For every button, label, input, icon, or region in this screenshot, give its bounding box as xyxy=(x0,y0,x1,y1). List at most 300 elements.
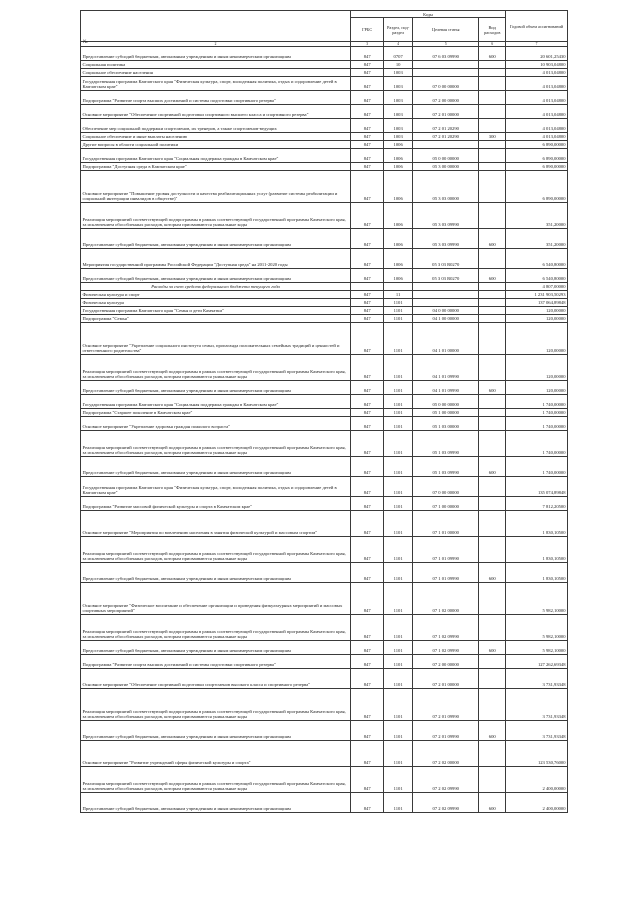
row-expense-type-cell xyxy=(479,395,506,409)
row-target-article-cell: 07 1 02 00000 xyxy=(413,583,479,615)
row-rz-cell: 1006 xyxy=(384,149,413,163)
row-target-article-cell xyxy=(413,299,479,307)
row-amount-cell: 4 013,04800 xyxy=(506,69,568,77)
row-grbs-cell: 847 xyxy=(351,299,384,307)
row-grbs-cell: 847 xyxy=(351,171,384,203)
table-row xyxy=(81,141,568,149)
table-row xyxy=(81,689,568,721)
table-row xyxy=(81,669,568,689)
row-amount-cell: 123 530,76000 xyxy=(506,741,568,767)
row-name-cell: Предоставление субсидий бюджетным, автономным учреждениям и иным некоммерческим организациям xyxy=(81,269,351,283)
row-amount-cell: 4 013,04800 xyxy=(506,119,568,133)
row-expense-type-cell xyxy=(479,163,506,171)
row-target-article-cell: 07 2 01 00000 xyxy=(413,105,479,119)
row-name-cell: Предоставление субсидий бюджетным, автономным учреждениям и иным некоммерческим организациям xyxy=(81,381,351,395)
row-target-article-cell xyxy=(413,141,479,149)
row-rz-cell: 1101 xyxy=(384,307,413,315)
row-grbs-cell: 847 xyxy=(351,477,384,497)
row-amount-cell: 6 890,00000 xyxy=(506,163,568,171)
table-row xyxy=(81,741,568,767)
row-rz-cell: 1101 xyxy=(384,537,413,563)
row-expense-type-cell xyxy=(479,355,506,381)
row-expense-type-cell xyxy=(479,409,506,417)
row-expense-type-cell: 600 xyxy=(479,563,506,583)
row-rz-cell: 1101 xyxy=(384,615,413,641)
table-row xyxy=(81,497,568,511)
row-expense-type-cell xyxy=(479,283,506,291)
table-row xyxy=(81,91,568,105)
row-name-cell: Государственная программа Камчатского края "Семья и дети Камчатки" xyxy=(81,307,351,315)
budget-table xyxy=(80,10,568,813)
row-name-cell: Государственная программа Камчатского края "Социальная поддержка граждан в Камчатском крае" xyxy=(81,395,351,409)
row-target-article-cell: 07 2 00 00000 xyxy=(413,655,479,669)
row-amount-cell: 1 830,10500 xyxy=(506,511,568,537)
row-amount-cell: 1 740,00000 xyxy=(506,409,568,417)
row-target-article-cell: 05 1 00 00000 xyxy=(413,409,479,417)
row-grbs-cell: 847 xyxy=(351,249,384,269)
table-row xyxy=(81,203,568,229)
row-target-article-cell xyxy=(413,283,479,291)
table-row xyxy=(81,163,568,171)
row-rz-cell: 1101 xyxy=(384,689,413,721)
row-expense-type-cell: 600 xyxy=(479,381,506,395)
row-name-cell: Расходы за счет средств федерального бюджета текущего года xyxy=(81,283,351,291)
row-grbs-cell: 847 xyxy=(351,91,384,105)
row-name-cell: Реализация мероприятий соответствующей подпрограммы в рамках соответствующей государственной программы Камчатского края, за исключением обособленных расходов, которым присваиваются уникальные коды xyxy=(81,767,351,793)
row-name-cell: Предоставление субсидий бюджетным, автономным учреждениям и иным некоммерческим организациям xyxy=(81,721,351,741)
column-number: 6 xyxy=(479,42,506,47)
table-row xyxy=(81,133,568,141)
row-target-article-cell: 07 0 00 00000 xyxy=(413,477,479,497)
row-expense-type-cell xyxy=(479,61,506,69)
row-target-article-cell: 04 0 00 00000 xyxy=(413,307,479,315)
table-row xyxy=(81,119,568,133)
row-target-article-cell: 04 1 01 09990 xyxy=(413,355,479,381)
row-target-article-cell: 07 2 02 09990 xyxy=(413,793,479,813)
row-amount-cell: 4 013,04800 xyxy=(506,133,568,141)
row-expense-type-cell: 300 xyxy=(479,133,506,141)
row-target-article-cell: 05 3 03 09990 xyxy=(413,229,479,249)
row-expense-type-cell xyxy=(479,119,506,133)
row-rz-cell: 1006 xyxy=(384,269,413,283)
row-grbs-cell: 847 xyxy=(351,315,384,323)
row-rz-cell: 1006 xyxy=(384,203,413,229)
row-expense-type-cell xyxy=(479,249,506,269)
row-grbs-cell: 847 xyxy=(351,721,384,741)
row-expense-type-cell xyxy=(479,497,506,511)
table-row xyxy=(81,409,568,417)
row-grbs-cell: 847 xyxy=(351,133,384,141)
row-rz-cell xyxy=(384,283,413,291)
row-grbs-cell: 847 xyxy=(351,229,384,249)
column-number: 7 xyxy=(506,42,568,47)
row-rz-cell: 1101 xyxy=(384,315,413,323)
row-grbs-cell: 847 xyxy=(351,323,384,355)
row-expense-type-cell xyxy=(479,655,506,669)
row-grbs-cell: 847 xyxy=(351,203,384,229)
row-grbs-cell: 847 xyxy=(351,269,384,283)
row-expense-type-cell: 600 xyxy=(479,793,506,813)
row-amount-cell: 137 064,89848 xyxy=(506,299,568,307)
table-row xyxy=(81,249,568,269)
row-expense-type-cell xyxy=(479,203,506,229)
row-name-cell: Предоставление субсидий бюджетным, автономным учреждениям и иным некоммерческим организациям xyxy=(81,47,351,61)
row-name-cell: Предоставление субсидий бюджетным, автономным учреждениям и иным некоммерческим организациям xyxy=(81,457,351,477)
row-name-cell: Мероприятия государственной программы Российской Федерации "Доступная среда" на 2011-2020 годы xyxy=(81,249,351,269)
row-grbs-cell: 847 xyxy=(351,291,384,299)
row-expense-type-cell xyxy=(479,615,506,641)
table-row xyxy=(81,615,568,641)
row-grbs-cell: 847 xyxy=(351,767,384,793)
row-amount-cell: 3 731,93348 xyxy=(506,689,568,721)
row-target-article-cell xyxy=(413,69,479,77)
row-target-article-cell: 05 3 00 00000 xyxy=(413,163,479,171)
budget-sheet xyxy=(80,10,568,813)
row-rz-cell: 1101 xyxy=(384,655,413,669)
row-amount-cell: 6 540,80000 xyxy=(506,269,568,283)
row-expense-type-cell xyxy=(479,307,506,315)
row-name-cell: Основное мероприятие "Повышение уровня доступности и качества реабилитационных услуг (развитие системы реабилитации и социальной интеграции инвалидов в обществе)" xyxy=(81,171,351,203)
row-rz-cell: 1003 xyxy=(384,91,413,105)
row-rz-cell: 1101 xyxy=(384,381,413,395)
row-amount-cell: 4 807,00000 xyxy=(506,283,568,291)
row-expense-type-cell: 600 xyxy=(479,721,506,741)
row-target-article-cell: 05 3 03 09990 xyxy=(413,203,479,229)
row-name-cell: Основное мероприятие "Физическое воспитание и обеспечение организации и проведения физкультурных мероприятий и массовых спортивных мероприятий" xyxy=(81,583,351,615)
row-name-cell: Основное мероприятие "Обеспечение спортивной подготовки спортивного высшего класса и спортивного резерва" xyxy=(81,105,351,119)
row-amount-cell: 2 400,00000 xyxy=(506,767,568,793)
row-expense-type-cell xyxy=(479,431,506,457)
header-name xyxy=(81,11,351,42)
row-expense-type-cell: 600 xyxy=(479,229,506,249)
row-target-article-cell: 07 2 01 09990 xyxy=(413,689,479,721)
column-number: 3 xyxy=(351,42,384,47)
row-amount-cell: 120,00000 xyxy=(506,323,568,355)
row-grbs-cell: 847 xyxy=(351,119,384,133)
row-rz-cell: 1101 xyxy=(384,511,413,537)
row-amount-cell: 6 890,00000 xyxy=(506,141,568,149)
row-rz-cell: 1101 xyxy=(384,323,413,355)
row-grbs-cell: 847 xyxy=(351,141,384,149)
row-grbs-cell: 847 xyxy=(351,47,384,61)
table-row xyxy=(81,655,568,669)
row-target-article-cell: 05 3 03 R0270 xyxy=(413,269,479,283)
row-target-article-cell: 04 1 01 09990 xyxy=(413,381,479,395)
row-grbs-cell: 847 xyxy=(351,741,384,767)
row-grbs-cell: 847 xyxy=(351,457,384,477)
table-row xyxy=(81,61,568,69)
row-expense-type-cell: 600 xyxy=(479,641,506,655)
row-amount-cell: 3 731,93348 xyxy=(506,721,568,741)
row-amount-cell: 351,20000 xyxy=(506,203,568,229)
row-name-cell: Государственная программа Камчатского края "Физическая культура, спорт, молодежная политика, отдых и оздоровление детей в Камчатском крае" xyxy=(81,77,351,91)
row-expense-type-cell xyxy=(479,105,506,119)
table-row xyxy=(81,511,568,537)
row-name-cell: Реализация мероприятий соответствующей подпрограммы в рамках соответствующей государственной программы Камчатского края, за исключением обособленных расходов, которым присваиваются уникальные коды xyxy=(81,689,351,721)
table-row xyxy=(81,563,568,583)
row-amount-cell: 351,20000 xyxy=(506,229,568,249)
row-grbs-cell: 847 xyxy=(351,163,384,171)
table-row xyxy=(81,583,568,615)
row-amount-cell: 120,00000 xyxy=(506,355,568,381)
row-target-article-cell: 07 1 02 09990 xyxy=(413,615,479,641)
row-rz-cell: 1006 xyxy=(384,141,413,149)
row-grbs-cell: 847 xyxy=(351,409,384,417)
row-expense-type-cell xyxy=(479,767,506,793)
header-sum: Годовой объем ассигнований xyxy=(506,11,568,42)
table-row xyxy=(81,229,568,249)
column-number: 2 xyxy=(81,42,351,47)
row-grbs-cell: 847 xyxy=(351,615,384,641)
row-amount-cell: 6 540,80000 xyxy=(506,249,568,269)
row-amount-cell: 120,00000 xyxy=(506,315,568,323)
row-name-cell: Обеспечение мер социальной поддержки спортсменов, их тренеров, а также спортсменов-ведущих xyxy=(81,119,351,133)
row-expense-type-cell xyxy=(479,291,506,299)
table-row xyxy=(81,537,568,563)
row-target-article-cell: 07 2 01 20290 xyxy=(413,133,479,141)
row-amount-cell: 1 740,00000 xyxy=(506,431,568,457)
row-name-cell: Реализация мероприятий соответствующей подпрограммы в рамках соответствующей государственной программы Камчатского края, за исключением обособленных расходов, которым присваиваются уникальные коды xyxy=(81,431,351,457)
row-amount-cell: 6 890,00000 xyxy=(506,149,568,163)
table-row xyxy=(81,105,568,119)
row-grbs-cell: 847 xyxy=(351,69,384,77)
row-target-article-cell: 05 3 03 R0270 xyxy=(413,249,479,269)
row-grbs-cell: 847 xyxy=(351,583,384,615)
row-amount-cell: 7 812,20500 xyxy=(506,497,568,511)
row-grbs-cell: 847 xyxy=(351,793,384,813)
row-grbs-cell: 847 xyxy=(351,61,384,69)
table-row xyxy=(81,355,568,381)
row-target-article-cell: 07 1 02 09990 xyxy=(413,641,479,655)
row-expense-type-cell xyxy=(479,69,506,77)
row-rz-cell: 1101 xyxy=(384,417,413,431)
table-row xyxy=(81,77,568,91)
header-codes-group: Коды xyxy=(351,11,506,18)
row-grbs-cell: 847 xyxy=(351,641,384,655)
row-expense-type-cell xyxy=(479,299,506,307)
table-row xyxy=(81,395,568,409)
row-grbs-cell: 847 xyxy=(351,77,384,91)
row-expense-type-cell xyxy=(479,537,506,563)
table-row xyxy=(81,767,568,793)
row-amount-cell: 5 982,10000 xyxy=(506,583,568,615)
row-target-article-cell: 07 2 01 09990 xyxy=(413,721,479,741)
row-amount-cell: 20 601,25430 xyxy=(506,47,568,61)
row-name-cell: Социальное обеспечение и иные выплаты населению xyxy=(81,133,351,141)
row-expense-type-cell: 600 xyxy=(479,457,506,477)
row-name-cell: Подпрограмма "Развитие массовой физической культуры и спорта в Камчатском крае" xyxy=(81,497,351,511)
row-name-cell: Предоставление субсидий бюджетным, автономным учреждениям и иным некоммерческим организациям xyxy=(81,229,351,249)
row-amount-cell: 5 982,10000 xyxy=(506,615,568,641)
row-grbs-cell: 847 xyxy=(351,689,384,721)
row-rz-cell: 1101 xyxy=(384,793,413,813)
table-row xyxy=(81,457,568,477)
row-name-cell: Основное мероприятие "Развитие учреждений сферы физической культуры и спорта" xyxy=(81,741,351,767)
row-target-article-cell: 07 1 01 09990 xyxy=(413,563,479,583)
row-grbs-cell: 847 xyxy=(351,563,384,583)
row-grbs-cell: 847 xyxy=(351,669,384,689)
table-row xyxy=(81,299,568,307)
row-grbs-cell: 847 xyxy=(351,395,384,409)
row-amount-cell: 1 740,00000 xyxy=(506,395,568,409)
row-amount-cell: 3 731,93348 xyxy=(506,669,568,689)
table-row xyxy=(81,69,568,77)
table-row xyxy=(81,47,568,61)
row-name-cell: Основное мероприятие "Укрепление здоровья граждан пожилого возраста" xyxy=(81,417,351,431)
row-rz-cell: 1101 xyxy=(384,641,413,655)
row-amount-cell: 10 903,04800 xyxy=(506,61,568,69)
row-rz-cell: 1003 xyxy=(384,133,413,141)
row-expense-type-cell xyxy=(479,583,506,615)
row-amount-cell: 6 890,00000 xyxy=(506,171,568,203)
row-name-cell: Предоставление субсидий бюджетным, автономным учреждениям и иным некоммерческим организациям xyxy=(81,641,351,655)
row-target-article-cell: 05 0 00 00000 xyxy=(413,395,479,409)
row-target-article-cell: 05 1 03 00000 xyxy=(413,417,479,431)
table-row xyxy=(81,721,568,741)
column-number: 4 xyxy=(384,42,413,47)
row-target-article-cell: 07 1 00 00000 xyxy=(413,497,479,511)
row-name-cell: Основное мероприятие "Мероприятия по вовлечению населения в занятия физической культурой и массовым спортом" xyxy=(81,511,351,537)
row-grbs-cell: 847 xyxy=(351,511,384,537)
row-name-cell: Основное мероприятие "Укрепление социального института семьи, пропаганда положительных семейных традиций и ценностей и ответственного родительства" xyxy=(81,323,351,355)
table-row xyxy=(81,793,568,813)
row-target-article-cell xyxy=(413,291,479,299)
row-name-cell: Подпрограмма "Старшее поколение в Камчатском крае" xyxy=(81,409,351,417)
row-grbs-cell: 847 xyxy=(351,149,384,163)
row-rz-cell: 1101 xyxy=(384,767,413,793)
row-grbs-cell: 847 xyxy=(351,537,384,563)
row-rz-cell: 1101 xyxy=(384,299,413,307)
row-amount-cell: 1 231 903,50293 xyxy=(506,291,568,299)
header-rz: Раздел, под-раздел xyxy=(384,18,413,42)
row-amount-cell: 120,00000 xyxy=(506,381,568,395)
row-rz-cell: 1006 xyxy=(384,249,413,269)
row-rz-cell: 1101 xyxy=(384,563,413,583)
row-amount-cell: 4 013,04800 xyxy=(506,105,568,119)
row-amount-cell: 1 740,00000 xyxy=(506,417,568,431)
row-target-article-cell: 07 0 00 00000 xyxy=(413,77,479,91)
table-row xyxy=(81,431,568,457)
row-name-cell: Реализация мероприятий соответствующей подпрограммы в рамках соответствующей государственной программы Камчатского края, за исключением обособленных расходов, которым присваиваются уникальные коды xyxy=(81,203,351,229)
row-name-cell: Основное мероприятие "Обеспечение спортивной подготовки спортсменов высокого класса и спортивного резерва" xyxy=(81,669,351,689)
row-rz-cell: 1101 xyxy=(384,431,413,457)
row-rz-cell: 1101 xyxy=(384,741,413,767)
row-target-article-cell: 07 2 01 20290 xyxy=(413,119,479,133)
row-target-article-cell: 05 1 03 09990 xyxy=(413,431,479,457)
row-grbs-cell: 847 xyxy=(351,105,384,119)
row-expense-type-cell xyxy=(479,669,506,689)
row-name-cell: Реализация мероприятий соответствующей подпрограммы в рамках соответствующей государственной программы Камчатского края, за исключением обособленных расходов, которым присваиваются уникальные коды xyxy=(81,537,351,563)
row-expense-type-cell xyxy=(479,477,506,497)
row-name-cell: Социальное обеспечение населения xyxy=(81,69,351,77)
row-name-cell: Подпрограмма "Развитие спорта высших достижений и системы подготовки спортивного резерва" xyxy=(81,655,351,669)
row-rz-cell: 1101 xyxy=(384,477,413,497)
row-name-cell: Подпрограмма "Доступная среда в Камчатском крае" xyxy=(81,163,351,171)
table-row xyxy=(81,291,568,299)
table-row xyxy=(81,171,568,203)
row-expense-type-cell: 600 xyxy=(479,269,506,283)
row-rz-cell: 1101 xyxy=(384,355,413,381)
row-rz-cell: 10 xyxy=(384,61,413,69)
row-target-article-cell: 05 0 00 00000 xyxy=(413,149,479,163)
row-expense-type-cell xyxy=(479,741,506,767)
row-rz-cell: 1003 xyxy=(384,69,413,77)
row-name-cell: Предоставление субсидий бюджетным, автономным учреждениям и иным некоммерческим организациям xyxy=(81,563,351,583)
row-target-article-cell: 04 1 00 00000 xyxy=(413,315,479,323)
table-row xyxy=(81,323,568,355)
row-grbs-cell: 847 xyxy=(351,307,384,315)
table-row xyxy=(81,417,568,431)
table-row xyxy=(81,307,568,315)
row-target-article-cell: 07 6 03 09990 xyxy=(413,47,479,61)
row-name-cell: Подпрограмма "Развитие спорта высших достижений и системы подготовки спортивного резерва" xyxy=(81,91,351,105)
row-grbs-cell: 847 xyxy=(351,497,384,511)
row-expense-type-cell xyxy=(479,315,506,323)
row-target-article-cell: 07 2 02 09990 xyxy=(413,767,479,793)
row-rz-cell: 11 xyxy=(384,291,413,299)
row-rz-cell: 1101 xyxy=(384,497,413,511)
row-target-article-cell: 07 1 01 09990 xyxy=(413,537,479,563)
row-rz-cell: 1006 xyxy=(384,163,413,171)
row-target-article-cell: 07 2 00 00000 xyxy=(413,91,479,105)
table-row xyxy=(81,283,568,291)
row-amount-cell: 120,00000 xyxy=(506,307,568,315)
row-grbs-cell: 847 xyxy=(351,431,384,457)
row-rz-cell: 1101 xyxy=(384,669,413,689)
row-name-cell: Физическая культура и спорт xyxy=(81,291,351,299)
row-amount-cell: 127 262,69348 xyxy=(506,655,568,669)
row-amount-cell: 4 013,04800 xyxy=(506,77,568,91)
row-rz-cell: 1101 xyxy=(384,721,413,741)
row-rz-cell: 1003 xyxy=(384,119,413,133)
row-rz-cell: 1101 xyxy=(384,395,413,409)
column-number: 5 xyxy=(413,42,479,47)
header-grbs: ГРБС xyxy=(351,18,384,42)
row-amount-cell: 1 830,10500 xyxy=(506,563,568,583)
row-target-article-cell: 07 2 01 00000 xyxy=(413,669,479,689)
row-name-cell: Государственная программа Камчатского края "Физическая культура, спорт, молодежная политика, отдых и оздоровление детей в Камчатском крае" xyxy=(81,477,351,497)
number-column-label: № xyxy=(83,40,88,45)
row-name-cell: Подпрограмма "Семья" xyxy=(81,315,351,323)
row-name-cell: Государственная программа Камчатского края "Социальная поддержка граждан в Камчатском крае" xyxy=(81,149,351,163)
row-grbs-cell: 847 xyxy=(351,381,384,395)
row-target-article-cell: 07 1 01 00000 xyxy=(413,511,479,537)
row-rz-cell: 1003 xyxy=(384,77,413,91)
header-cs: Целевая статья xyxy=(413,18,479,42)
table-row xyxy=(81,315,568,323)
row-amount-cell: 2 400,00000 xyxy=(506,793,568,813)
table-row xyxy=(81,641,568,655)
row-amount-cell: 4 013,04800 xyxy=(506,91,568,105)
row-grbs-cell: 847 xyxy=(351,655,384,669)
row-amount-cell: 5 982,10000 xyxy=(506,641,568,655)
row-name-cell: Реализация мероприятий соответствующей подпрограммы в рамках соответствующей государственной программы Камчатского края, за исключением обособленных расходов, которым присваиваются уникальные коды xyxy=(81,615,351,641)
row-target-article-cell: 05 3 03 00000 xyxy=(413,171,479,203)
row-target-article-cell: 05 1 03 09990 xyxy=(413,457,479,477)
table-row xyxy=(81,381,568,395)
table-row xyxy=(81,149,568,163)
row-rz-cell: 0707 xyxy=(384,47,413,61)
row-rz-cell: 1101 xyxy=(384,583,413,615)
row-name-cell: Социальная политика xyxy=(81,61,351,69)
row-expense-type-cell xyxy=(479,149,506,163)
row-expense-type-cell xyxy=(479,91,506,105)
row-name-cell: Физическая культура xyxy=(81,299,351,307)
row-grbs-cell: 847 xyxy=(351,417,384,431)
row-expense-type-cell xyxy=(479,77,506,91)
header-vr: Вид расходов xyxy=(479,18,506,42)
row-amount-cell: 135 074,89848 xyxy=(506,477,568,497)
